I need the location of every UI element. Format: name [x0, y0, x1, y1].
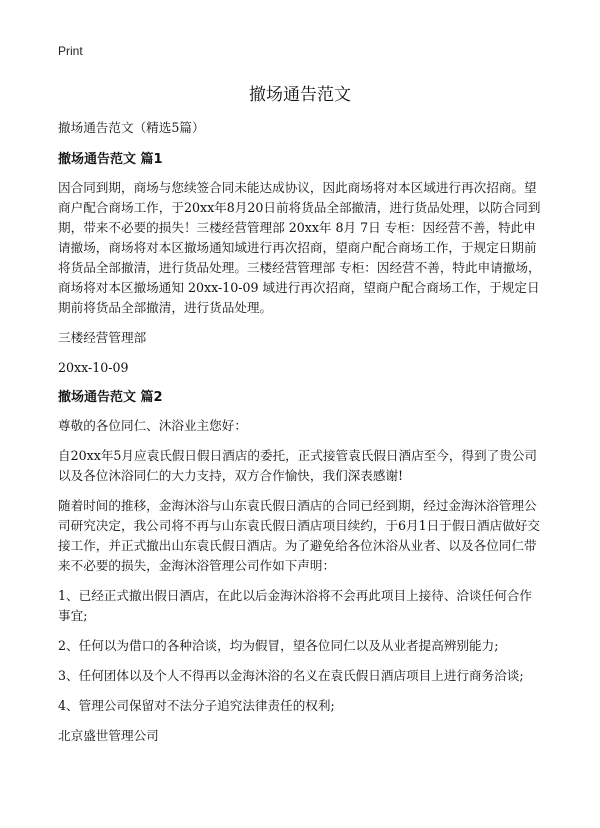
- section-heading-1: 撤场通告范文 篇1: [58, 152, 163, 167]
- list-item-1: 1、已经正式撤出假日酒店，在此以后金海沐浴将不会再此项目上接待、洽谈任何合作事宜;: [58, 588, 532, 623]
- section-2-paragraph-1: 自20xx年5月应袁氏假日假日酒店的委托，正式接管袁氏假日酒店至今，得到了贵公司以及各位沐浴同仁的大力支持，双方合作愉快，我们深表感谢!: [58, 448, 538, 483]
- print-link[interactable]: Print: [58, 44, 83, 58]
- list-item-3: 3、任何团体以及个人不得再以金海沐浴的名义在袁氏假日酒店项目上进行商务洽谈;: [58, 668, 524, 683]
- subtitle: 撤场通告范文（精选5篇）: [58, 120, 205, 135]
- section-2-greeting: 尊敬的各位同仁、沐浴业主您好：: [58, 418, 247, 433]
- list-item-4: 4、管理公司保留对不法分子追究法律责任的权利;: [58, 698, 335, 713]
- section-2-paragraph-2: 随着时间的推移，金海沐浴与山东袁氏假日酒店的合同已经到期，经过金海沐浴管理公司研究决定，我公司将不再与山东袁氏假日酒店项目续约，于6月1日于假日酒店做好交接工作，并正式撤出山东袁氏假日酒店。为了避免给各位沐浴从业者、以及各位同仁带来不必要的损失，金海沐浴管理公司作如下声明：: [58, 498, 540, 573]
- section-heading-2: 撤场通告范文 篇2: [58, 390, 163, 405]
- section-1-signature: 三楼经营管理部: [58, 330, 147, 345]
- document-body: [58, 118, 544, 756]
- section-2-signature: 北京盛世管理公司: [58, 728, 159, 743]
- section-1-date: 20xx-10-09: [58, 360, 129, 375]
- page-title: 撤场通告范文: [249, 85, 351, 105]
- list-item-2: 2、任何以为借口的各种洽谈，均为假冒，望各位同仁以及从业者提高辨别能力;: [58, 638, 499, 653]
- section-1-body: 因合同到期，商场与您续签合同未能达成协议，因此商场将对本区域进行再次招商。望商户配合商场工作，于20xx年8月20日前将货品全部撤清，进行货品处理，以防合同到期，带来不必要的损失！三楼经营管理部 20xx年 8月 7日 专柜：因经营不善，特此申请撤场，商场将对本区撤场通知域进行再次招商，望商户配合商场工作，于规定日期前将货品全部撤清，进行货品处理。三楼经营管理部 专柜：因经营不善，特此申请撤场，商场将对本区撤场通知 20xx-10-09 域进行再次招商，望商户配合商场工作，于规定日期前将货品全部撤清，进行货品处理。: [58, 180, 541, 315]
